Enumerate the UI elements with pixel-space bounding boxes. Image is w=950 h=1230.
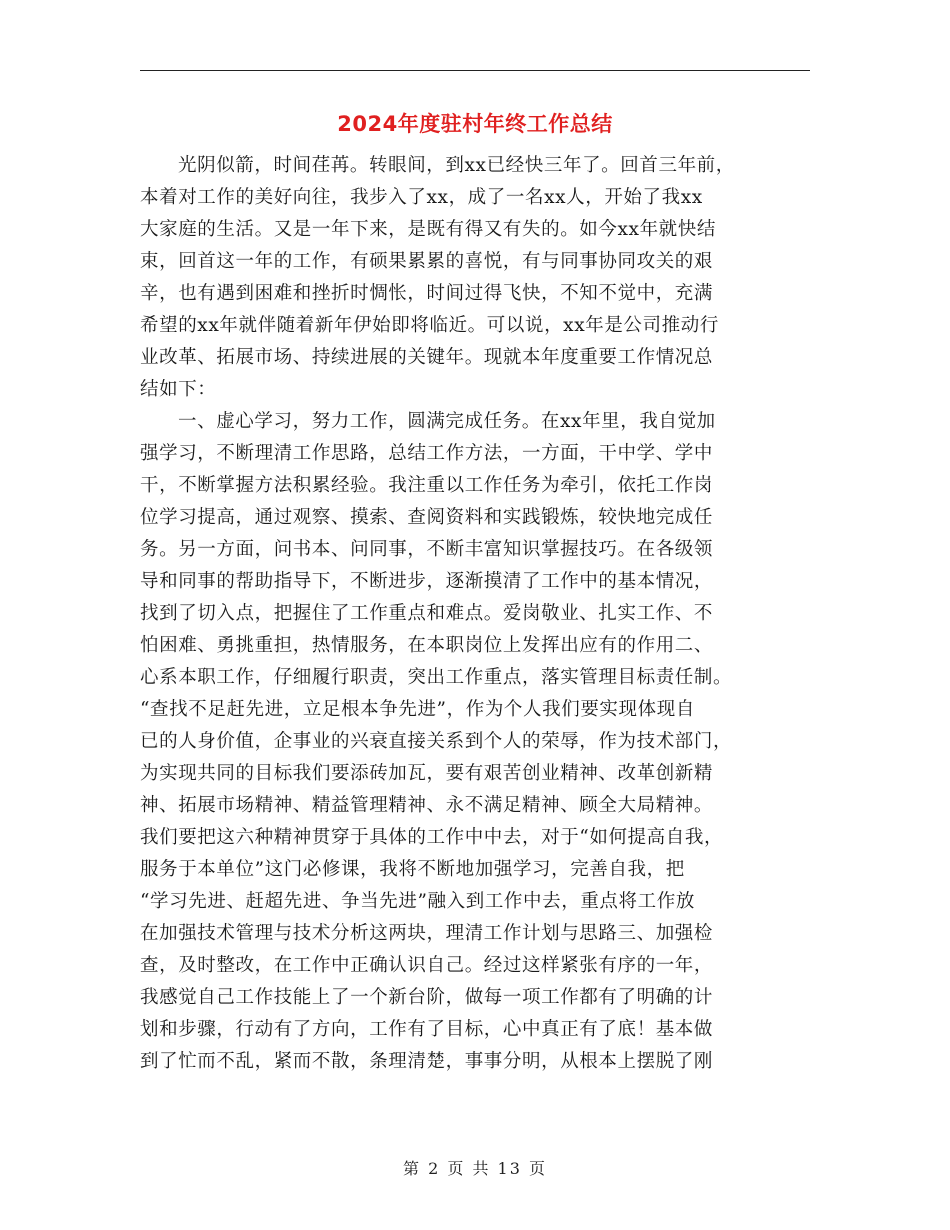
text-line: 大家庭的生活。又是一年下来，是既有得又有失的。如今xx年就快结 — [140, 219, 716, 240]
text-line: 本着对工作的美好向往，我步入了xx，成了一名xx人，开始了我xx — [140, 187, 703, 208]
document-body — [140, 150, 812, 1078]
text-line: 到了忙而不乱，紧而不散，条理清楚，事事分明，从根本上摆脱了刚 — [140, 1051, 714, 1072]
text-line: 位学习提高，通过观察、摸索、查阅资料和实践锻炼，较快地完成任 — [140, 507, 714, 528]
text-line: “学习先进、赶超先进、争当先进”融入到工作中去，重点将工作放 — [140, 891, 695, 912]
text-line: 务。另一方面，问书本、问同事，不断丰富知识掌握技巧。在各级领 — [140, 539, 714, 560]
text-line: 神、拓展市场精神、精益管理精神、永不满足精神、顾全大局精神。 — [140, 795, 714, 816]
text-line: 结如下： — [140, 379, 217, 400]
text-line: 辛，也有遇到困难和挫折时惆怅，时间过得飞快，不知不觉中，充满 — [140, 283, 714, 304]
text-line: 强学习，不断理清工作思路，总结工作方法，一方面，干中学、学中 — [140, 443, 714, 464]
text-line: 服务于本单位”这门必修课，我将不断地加强学习，完善自我，把 — [140, 859, 685, 880]
text-line: 查，及时整改，在工作中正确认识自己。经过这样紧张有序的一年， — [140, 955, 714, 976]
text-line: 怕困难、勇挑重担，热情服务，在本职岗位上发挥出应有的作用二、 — [140, 635, 714, 656]
document-title: 2024年度驻村年终工作总结 — [337, 112, 613, 136]
text-line: 为实现共同的目标我们要添砖加瓦，要有艰苦创业精神、改革创新精 — [140, 763, 714, 784]
text-line: 找到了切入点，把握住了工作重点和难点。爱岗敬业、扎实工作、不 — [140, 603, 714, 624]
text-line: 一、虚心学习，努力工作，圆满完成任务。在xx年里，我自觉加 — [178, 411, 716, 432]
text-line: “查找不足赶先进，立足根本争先进”，作为个人我们要实现体现自 — [140, 699, 695, 720]
text-line: 划和步骤，行动有了方向，工作有了目标，心中真正有了底！基本做 — [140, 1019, 714, 1040]
page-footer: 第 2 页 共 13 页 — [403, 1159, 547, 1178]
text-line: 干，不断掌握方法积累经验。我注重以工作任务为牵引，依托工作岗 — [140, 475, 714, 496]
text-line: 已的人身价值，企事业的兴衰直接关系到个人的荣辱，作为技术部门， — [140, 731, 733, 752]
text-line: 光阴似箭，时间荏苒。转眼间，到xx已经快三年了。回首三年前， — [178, 155, 735, 176]
text-line: 束，回首这一年的工作，有硕果累累的喜悦，有与同事协同攻关的艰 — [140, 251, 714, 272]
header-rule — [140, 70, 810, 71]
text-line: 希望的xx年就伴随着新年伊始即将临近。可以说，xx年是公司推动行 — [140, 315, 719, 336]
text-line: 在加强技术管理与技术分析这两块，理清工作计划与思路三、加强检 — [140, 923, 714, 944]
text-line: 我们要把这六种精神贯穿于具体的工作中中去，对于“如何提高自我， — [140, 827, 724, 848]
text-line: 导和同事的帮助指导下，不断进步，逐渐摸清了工作中的基本情况， — [140, 571, 714, 592]
text-line: 业改革、拓展市场、持续进展的关键年。现就本年度重要工作情况总 — [140, 347, 714, 368]
text-line: 我感觉自己工作技能上了一个新台阶，做每一项工作都有了明确的计 — [140, 987, 714, 1008]
text-line: 心系本职工作，仔细履行职责，突出工作重点，落实管理目标责任制。 — [140, 667, 733, 688]
